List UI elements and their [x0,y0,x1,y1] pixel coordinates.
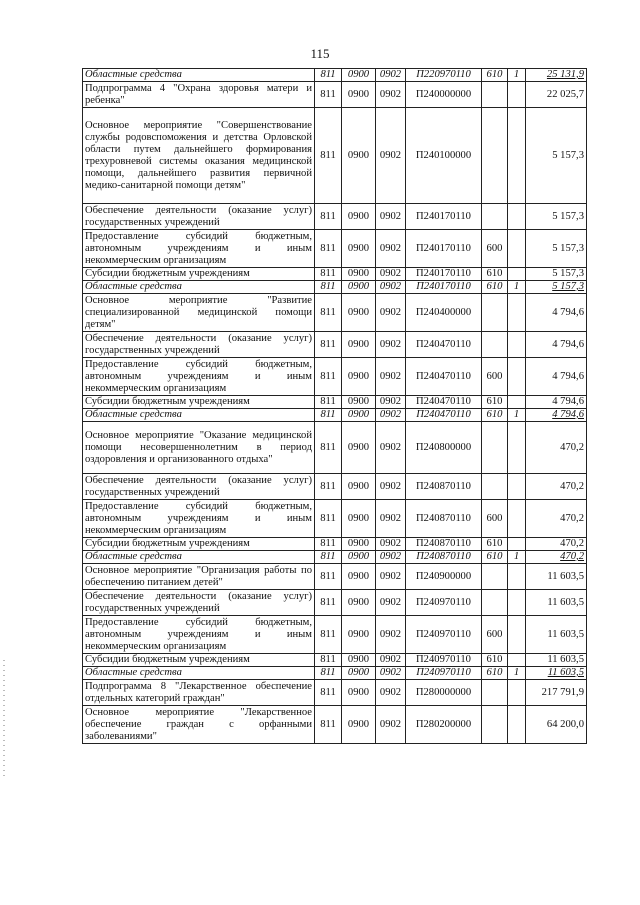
row-name: Областные средства [83,667,315,680]
row-subsection-code: 0902 [376,680,406,706]
table-row [83,358,587,396]
row-amount: 64 200,0 [526,706,587,744]
row-section-code: 0900 [342,616,376,654]
row-expense-type: 610 [482,409,508,422]
table-row [83,564,587,590]
row-department-code: 811 [315,422,342,474]
row-name: Основное мероприятие "Развитие специализированной медицинской помощи детям" [83,294,315,332]
row-subsection-code: 0902 [376,422,406,474]
row-amount: 470,2 [526,538,587,551]
row-subsection-code: 0902 [376,69,406,82]
row-amount: 4 794,6 [526,409,587,422]
row-expense-type: 610 [482,396,508,409]
row-subsection-code: 0902 [376,230,406,268]
row-department-code: 811 [315,538,342,551]
row-target-article: П240970110 [406,654,482,667]
row-amount: 5 157,3 [526,204,587,230]
row-subsection-code: 0902 [376,538,406,551]
row-funding-source [508,358,526,396]
row-name: Предоставление субсидий бюджетным, автономным учреждениям и иным некоммерческим организациям [83,358,315,396]
row-subsection-code: 0902 [376,706,406,744]
row-target-article: П240170110 [406,268,482,281]
row-name: Субсидии бюджетным учреждениям [83,538,315,551]
row-expense-type: 600 [482,230,508,268]
table-row [83,667,587,680]
row-subsection-code: 0902 [376,82,406,108]
row-subsection-code: 0902 [376,474,406,500]
row-department-code: 811 [315,474,342,500]
table-row [83,474,587,500]
row-target-article: П240900000 [406,564,482,590]
row-subsection-code: 0902 [376,667,406,680]
row-department-code: 811 [315,590,342,616]
row-amount: 5 157,3 [526,108,587,204]
table-row [83,551,587,564]
row-section-code: 0900 [342,538,376,551]
table-row [83,204,587,230]
row-department-code: 811 [315,409,342,422]
table-row [83,82,587,108]
row-section-code: 0900 [342,590,376,616]
table-row [83,422,587,474]
row-section-code: 0900 [342,204,376,230]
row-section-code: 0900 [342,294,376,332]
row-funding-source [508,294,526,332]
row-section-code: 0900 [342,281,376,294]
row-target-article: П240870110 [406,538,482,551]
row-funding-source [508,680,526,706]
row-funding-source [508,108,526,204]
row-expense-type: 610 [482,551,508,564]
table-row [83,706,587,744]
row-department-code: 811 [315,69,342,82]
row-name: Основное мероприятие "Совершенствование службы родовспоможения и детства Орловской области путем дальнейшего формирования трехуровневой системы оказания медицинской помощи, дальнейшего развития первичной медико-санитарной помощи детям" [83,108,315,204]
row-funding-source [508,396,526,409]
row-amount: 470,2 [526,422,587,474]
row-expense-type: 610 [482,268,508,281]
row-expense-type [482,82,508,108]
row-expense-type [482,108,508,204]
row-expense-type: 610 [482,69,508,82]
row-name: Предоставление субсидий бюджетным, автономным учреждениям и иным некоммерческим организациям [83,500,315,538]
row-funding-source: 1 [508,409,526,422]
row-funding-source [508,538,526,551]
table-row [83,332,587,358]
row-funding-source [508,332,526,358]
row-amount: 4 794,6 [526,358,587,396]
row-department-code: 811 [315,680,342,706]
row-section-code: 0900 [342,680,376,706]
table-row [83,69,587,82]
row-expense-type: 600 [482,500,508,538]
row-amount: 22 025,7 [526,82,587,108]
row-funding-source: 1 [508,69,526,82]
page-number: 115 [310,46,330,61]
row-amount: 470,2 [526,500,587,538]
row-target-article: П240400000 [406,294,482,332]
row-funding-source: 1 [508,667,526,680]
row-department-code: 811 [315,706,342,744]
row-name: Предоставление субсидий бюджетным, автономным учреждениям и иным некоммерческим организациям [83,230,315,268]
row-expense-type [482,294,508,332]
row-target-article: П240870110 [406,500,482,538]
row-department-code: 811 [315,204,342,230]
row-target-article: П240470110 [406,332,482,358]
table-row [83,108,587,204]
table-row [83,680,587,706]
row-funding-source [508,564,526,590]
row-expense-type [482,706,508,744]
row-section-code: 0900 [342,422,376,474]
row-target-article: П240470110 [406,409,482,422]
row-funding-source [508,616,526,654]
row-funding-source [508,204,526,230]
row-expense-type [482,564,508,590]
row-amount: 470,2 [526,474,587,500]
row-expense-type [482,474,508,500]
row-name: Обеспечение деятельности (оказание услуг) государственных учреждений [83,204,315,230]
row-expense-type: 600 [482,616,508,654]
table-row [83,409,587,422]
row-department-code: 811 [315,281,342,294]
row-target-article: П240970110 [406,616,482,654]
row-department-code: 811 [315,667,342,680]
row-section-code: 0900 [342,268,376,281]
budget-table [82,68,587,744]
row-subsection-code: 0902 [376,396,406,409]
row-department-code: 811 [315,654,342,667]
row-target-article: П240970110 [406,667,482,680]
row-name: Подпрограмма 8 "Лекарственное обеспечение отдельных категорий граждан" [83,680,315,706]
row-name: Обеспечение деятельности (оказание услуг) государственных учреждений [83,590,315,616]
row-section-code: 0900 [342,667,376,680]
row-section-code: 0900 [342,230,376,268]
row-department-code: 811 [315,551,342,564]
row-expense-type [482,680,508,706]
row-subsection-code: 0902 [376,358,406,396]
table-row [83,500,587,538]
row-target-article: П240800000 [406,422,482,474]
row-expense-type [482,332,508,358]
row-funding-source [508,422,526,474]
row-section-code: 0900 [342,82,376,108]
row-department-code: 811 [315,82,342,108]
row-amount: 11 603,5 [526,564,587,590]
row-amount: 11 603,5 [526,616,587,654]
row-amount: 4 794,6 [526,396,587,409]
row-target-article: П240870110 [406,551,482,564]
table-row [83,396,587,409]
row-section-code: 0900 [342,396,376,409]
margin-dots [3,660,5,780]
row-subsection-code: 0902 [376,108,406,204]
row-name: Подпрограмма 4 "Охрана здоровья матери и ребенка" [83,82,315,108]
row-funding-source [508,654,526,667]
row-funding-source: 1 [508,281,526,294]
row-department-code: 811 [315,500,342,538]
row-expense-type: 600 [482,358,508,396]
row-amount: 470,2 [526,551,587,564]
row-amount: 5 157,3 [526,268,587,281]
row-amount: 11 603,5 [526,590,587,616]
row-subsection-code: 0902 [376,654,406,667]
row-section-code: 0900 [342,474,376,500]
row-department-code: 811 [315,564,342,590]
row-department-code: 811 [315,358,342,396]
row-target-article: П240870110 [406,474,482,500]
row-section-code: 0900 [342,332,376,358]
row-section-code: 0900 [342,654,376,667]
row-amount: 11 603,5 [526,667,587,680]
row-expense-type [482,204,508,230]
row-expense-type: 610 [482,654,508,667]
row-funding-source: 1 [508,551,526,564]
row-department-code: 811 [315,230,342,268]
row-subsection-code: 0902 [376,268,406,281]
row-expense-type [482,422,508,474]
row-funding-source [508,706,526,744]
row-name: Основное мероприятие "Лекарственное обеспечение граждан с орфанными заболеваниями" [83,706,315,744]
row-section-code: 0900 [342,706,376,744]
table-row [83,268,587,281]
row-amount: 4 794,6 [526,332,587,358]
row-target-article: П240470110 [406,358,482,396]
row-subsection-code: 0902 [376,332,406,358]
row-funding-source [508,500,526,538]
row-expense-type: 610 [482,538,508,551]
row-name: Субсидии бюджетным учреждениям [83,396,315,409]
row-subsection-code: 0902 [376,294,406,332]
row-name: Областные средства [83,409,315,422]
row-funding-source [508,230,526,268]
row-subsection-code: 0902 [376,616,406,654]
row-section-code: 0900 [342,108,376,204]
row-subsection-code: 0902 [376,204,406,230]
table-row [83,590,587,616]
row-target-article: П240470110 [406,396,482,409]
row-amount: 4 794,6 [526,294,587,332]
row-section-code: 0900 [342,358,376,396]
row-department-code: 811 [315,108,342,204]
row-amount: 5 157,3 [526,230,587,268]
row-department-code: 811 [315,294,342,332]
row-department-code: 811 [315,268,342,281]
row-subsection-code: 0902 [376,590,406,616]
row-expense-type [482,590,508,616]
row-target-article: П240000000 [406,82,482,108]
row-name: Субсидии бюджетным учреждениям [83,654,315,667]
row-target-article: П240100000 [406,108,482,204]
row-amount: 5 157,3 [526,281,587,294]
row-section-code: 0900 [342,564,376,590]
table-row [83,294,587,332]
row-expense-type: 610 [482,667,508,680]
row-name: Областные средства [83,551,315,564]
budget-table-body [83,69,587,744]
row-subsection-code: 0902 [376,551,406,564]
row-amount: 217 791,9 [526,680,587,706]
table-row [83,654,587,667]
row-target-article: П220970110 [406,69,482,82]
row-subsection-code: 0902 [376,564,406,590]
table-row [83,230,587,268]
row-department-code: 811 [315,616,342,654]
row-name: Предоставление субсидий бюджетным, автономным учреждениям и иным некоммерческим организациям [83,616,315,654]
row-target-article: П240170110 [406,204,482,230]
row-section-code: 0900 [342,500,376,538]
row-target-article: П240170110 [406,281,482,294]
table-row [83,281,587,294]
row-name: Обеспечение деятельности (оказание услуг) государственных учреждений [83,474,315,500]
row-name: Областные средства [83,281,315,294]
row-name: Субсидии бюджетным учреждениям [83,268,315,281]
row-subsection-code: 0902 [376,500,406,538]
row-target-article: П240970110 [406,590,482,616]
row-target-article: П280000000 [406,680,482,706]
row-amount: 25 131,9 [526,69,587,82]
row-department-code: 811 [315,396,342,409]
row-funding-source [508,268,526,281]
row-target-article: П240170110 [406,230,482,268]
table-row [83,538,587,551]
row-name: Основное мероприятие "Оказание медицинской помощи несовершеннолетним в период оздоровления и организованного отдыха" [83,422,315,474]
row-expense-type: 610 [482,281,508,294]
row-name: Областные средства [83,69,315,82]
table-row [83,616,587,654]
row-amount: 11 603,5 [526,654,587,667]
row-subsection-code: 0902 [376,409,406,422]
row-funding-source [508,82,526,108]
row-funding-source [508,590,526,616]
row-section-code: 0900 [342,551,376,564]
row-department-code: 811 [315,332,342,358]
row-section-code: 0900 [342,409,376,422]
row-name: Обеспечение деятельности (оказание услуг) государственных учреждений [83,332,315,358]
row-target-article: П280200000 [406,706,482,744]
row-funding-source [508,474,526,500]
row-subsection-code: 0902 [376,281,406,294]
row-section-code: 0900 [342,69,376,82]
row-name: Основное мероприятие "Организация работы по обеспечению питанием детей" [83,564,315,590]
